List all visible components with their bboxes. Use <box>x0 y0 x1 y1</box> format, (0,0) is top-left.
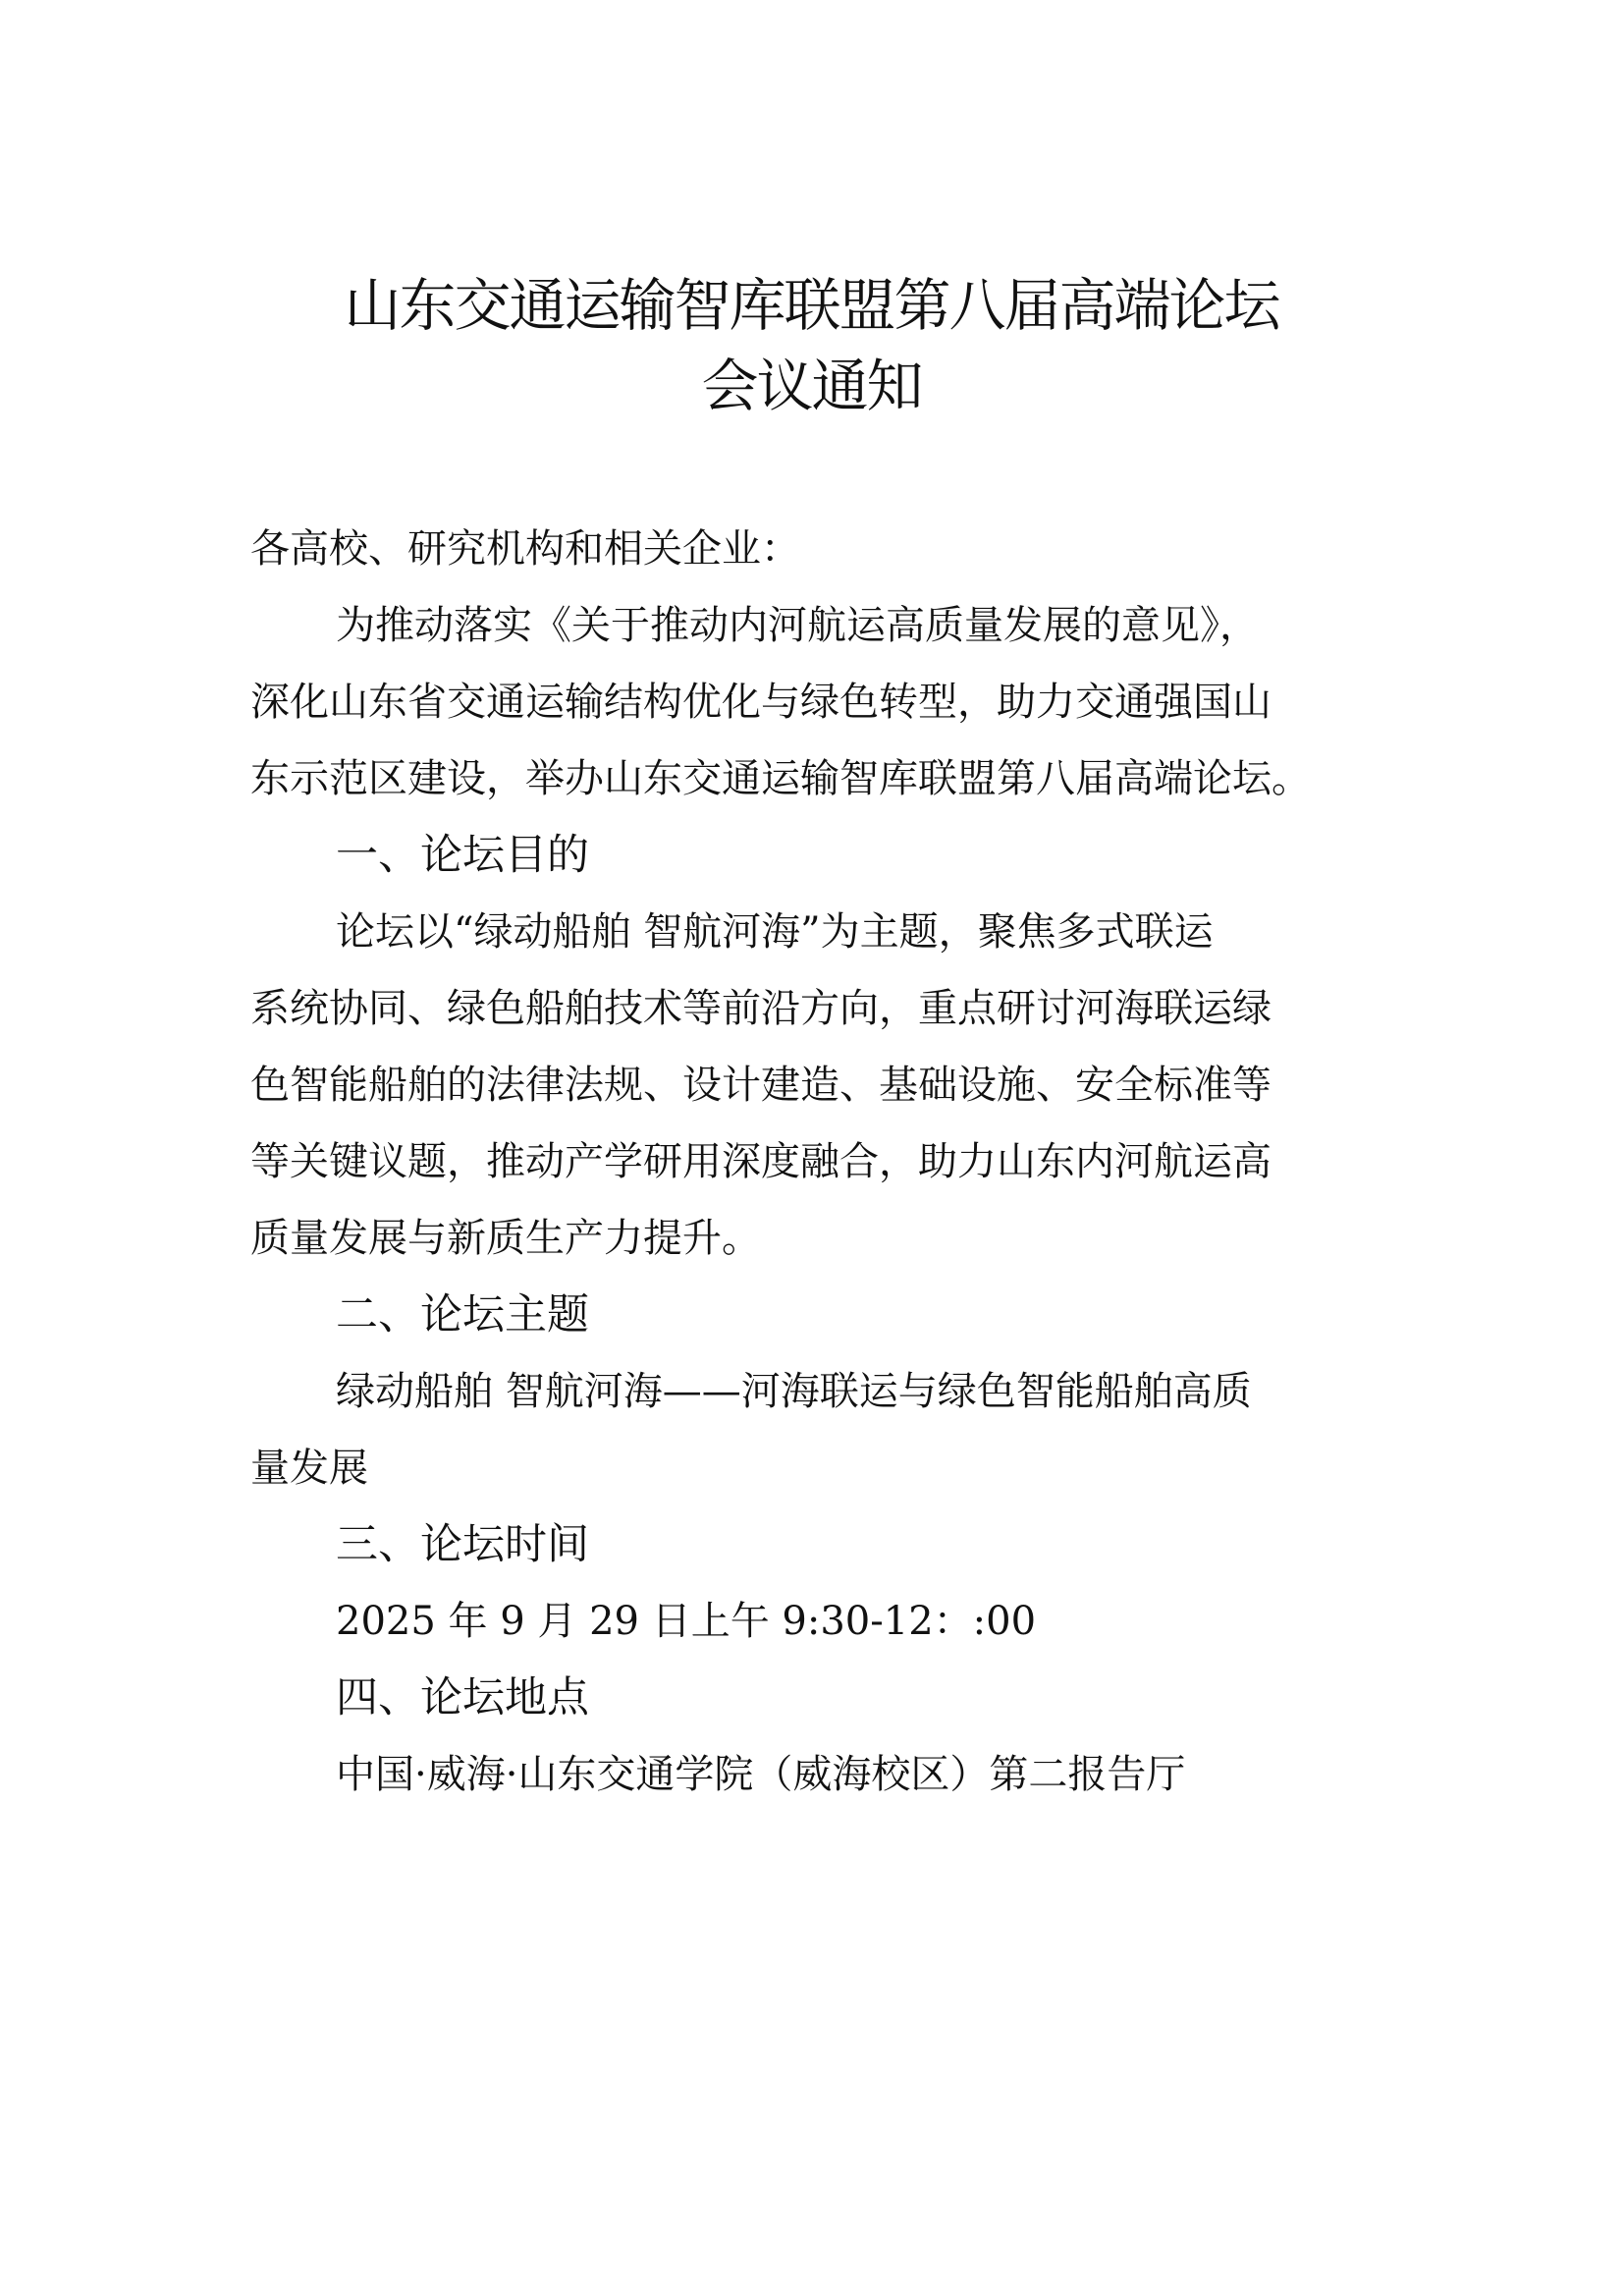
section-1-line-1: 论坛以“绿动船舶 智航河海”为主题，聚焦多式联运 <box>336 909 1214 955</box>
section-4-heading: 四、论坛地点 <box>336 1673 589 1722</box>
document-title <box>0 265 1623 426</box>
section-1-line-4: 等关键议题，推动产学研用深度融合，助力山东内河航运高 <box>250 1139 1271 1184</box>
section-2-line-1: 绿动船舶 智航河海——河海联运与绿色智能船舶高质 <box>336 1369 1252 1414</box>
title-line-1: 山东交通运输智库联盟第八届高端论坛 <box>344 272 1279 339</box>
section-1-heading: 一、论坛目的 <box>336 831 589 880</box>
intro-line-1: 为推动落实《关于推动内河航运高质量发展的意见》， <box>336 603 1259 648</box>
intro-line-3: 东示范区建设，举办山东交通运输智库联盟第八届高端论坛。 <box>250 756 1311 801</box>
section-2-line-2: 量发展 <box>250 1446 368 1491</box>
section-1-line-2: 系统协同、绿色船舶技术等前沿方向，重点研讨河海联运绿 <box>250 986 1271 1031</box>
section-4-line-1: 中国·威海·山东交通学院（威海校区）第二报告厅 <box>336 1752 1186 1797</box>
section-1-line-3: 色智能船舶的法律法规、设计建造、基础设施、安全标准等 <box>250 1063 1271 1108</box>
title-line-2: 会议通知 <box>701 353 922 419</box>
section-2-heading: 二、论坛主题 <box>336 1290 589 1339</box>
document-body <box>250 511 1458 1813</box>
section-3-heading: 三、论坛时间 <box>336 1520 589 1569</box>
section-3-line-1: 2025 年 9 月 29 日上午 9:30-12：:00 <box>336 1599 1037 1644</box>
section-1-line-5: 质量发展与新质生产力提升。 <box>250 1216 761 1261</box>
salutation: 各高校、研究机构和相关企业： <box>250 526 800 572</box>
intro-line-2: 深化山东省交通运输结构优化与绿色转型，助力交通强国山 <box>250 680 1271 725</box>
